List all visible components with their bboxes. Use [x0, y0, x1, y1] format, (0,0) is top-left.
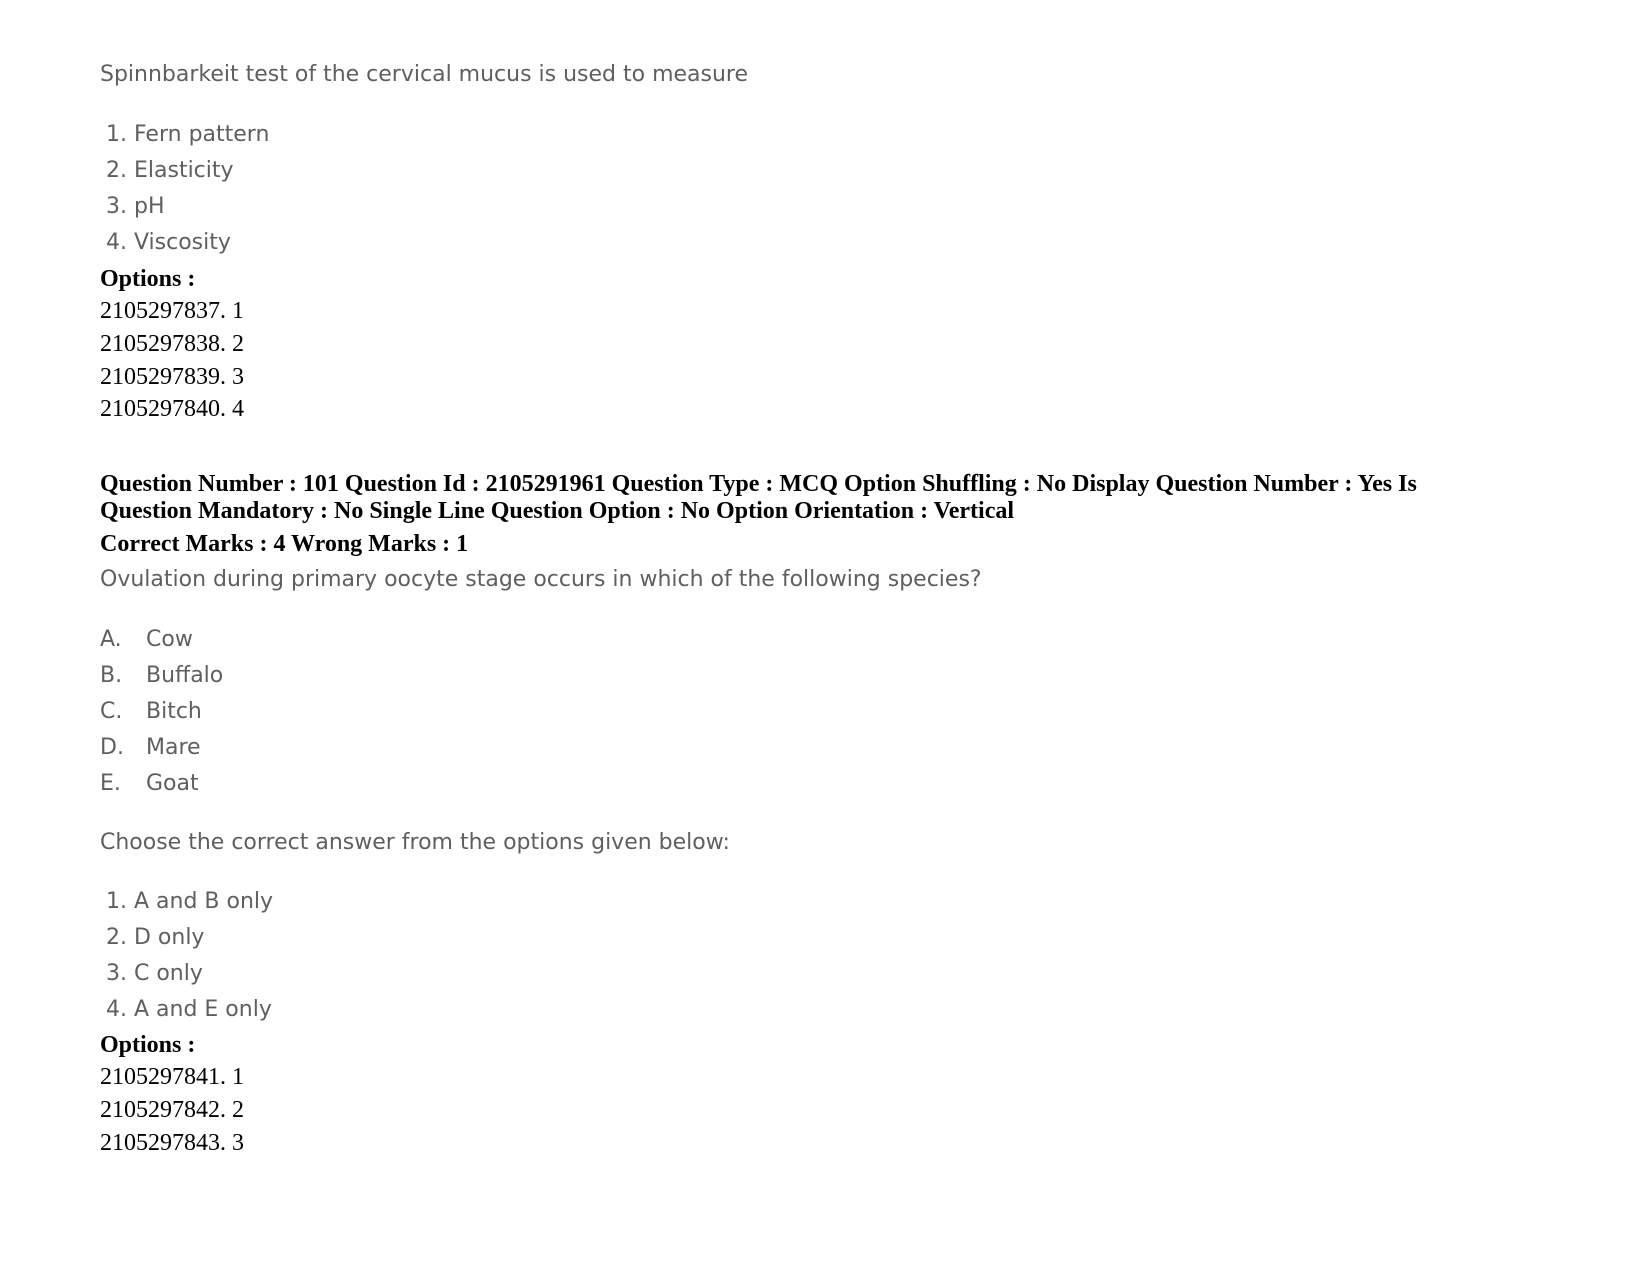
q101-statement-c [100, 699, 202, 724]
q101-statement-a [100, 627, 193, 652]
q100-options-label: Options : [100, 266, 196, 292]
statement-text: Buffalo [146, 663, 224, 688]
statement-letter: B. [100, 663, 123, 688]
q100-option-4: 2105297840. 4 [100, 396, 244, 422]
statement-text: Mare [146, 735, 201, 760]
q101-instruction: Choose the correct answer from the options given below: [100, 830, 730, 855]
q101-option-2: 2105297842. 2 [100, 1097, 244, 1123]
q101-option-1: 2105297841. 1 [100, 1064, 244, 1090]
q101-statement-b [100, 663, 223, 688]
q100-option-3: 2105297839. 3 [100, 364, 244, 390]
q101-choice-1: 1. A and B only [106, 889, 274, 914]
q101-option-3: 2105297843. 3 [100, 1130, 244, 1156]
q100-choice-4: 4. Viscosity [106, 230, 231, 255]
q100-stem: Spinnbarkeit test of the cervical mucus is used to measure [100, 62, 749, 87]
q101-marks: Correct Marks : 4 Wrong Marks : 1 [100, 531, 469, 557]
statement-text: Bitch [146, 699, 202, 724]
q101-choice-3: 3. C only [106, 961, 203, 986]
q101-choice-4: 4. A and E only [106, 997, 272, 1022]
statement-letter: A. [100, 627, 122, 652]
q100-choice-2: 2. Elasticity [106, 158, 234, 183]
q101-statement-e [100, 771, 199, 796]
statement-letter: D. [100, 735, 124, 760]
q100-option-1: 2105297837. 1 [100, 298, 244, 324]
statement-letter: E. [100, 771, 121, 796]
statement-text: Goat [146, 771, 199, 796]
q101-stem: Ovulation during primary oocyte stage occurs in which of the following species? [100, 567, 982, 592]
q101-meta-line2: Question Mandatory : No Single Line Question Option : No Option Orientation : Vertical [100, 498, 1015, 524]
q101-meta-line1: Question Number : 101 Question Id : 2105291961 Question Type : MCQ Option Shuffling : No Display Question Number : Yes Is [100, 471, 1417, 497]
q100-choice-1: 1. Fern pattern [106, 122, 270, 147]
q100-option-2: 2105297838. 2 [100, 331, 244, 357]
q101-options-label: Options : [100, 1032, 196, 1058]
q100-choice-3: 3. pH [106, 194, 165, 219]
q101-choice-2: 2. D only [106, 925, 205, 950]
statement-text: Cow [146, 627, 193, 652]
statement-letter: C. [100, 699, 123, 724]
q101-statement-d [100, 735, 201, 760]
